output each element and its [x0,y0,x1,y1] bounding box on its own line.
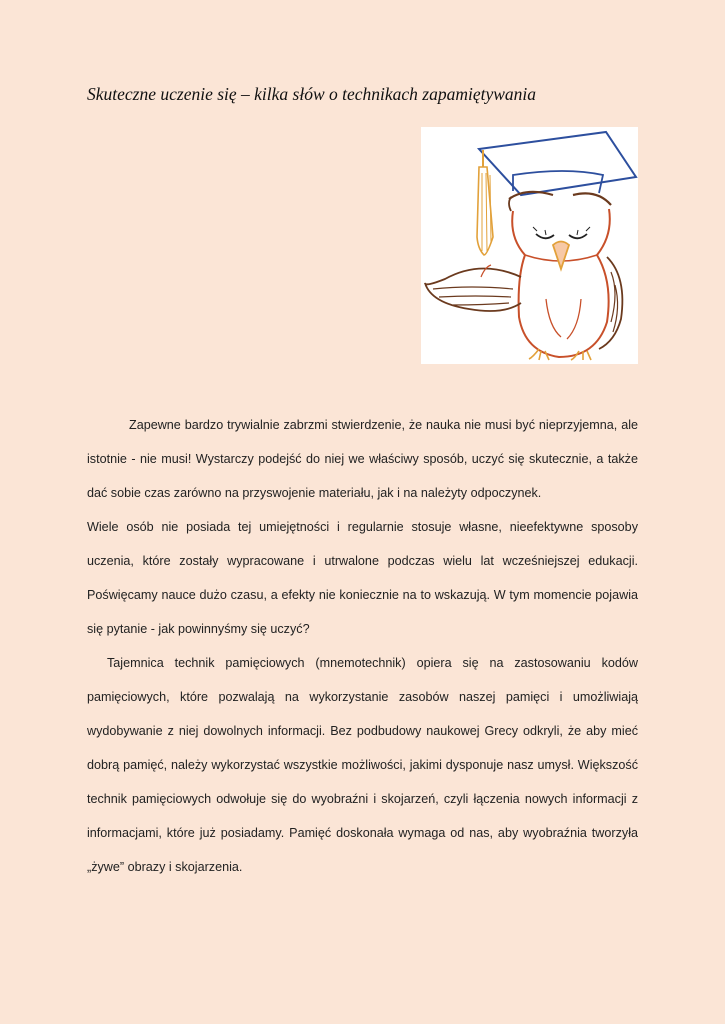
paragraph-intro: Zapewne bardzo trywialnie zabrzmi stwierdzenie, że nauka nie musi być nieprzyjemna, ale istotnie - nie musi! Wystarczy podejść do niej we właściwy sposób, uczyć się skutecznie, a także dać sobie czas zarówno na przyswojenie materiału, jak i na należyty odpoczynek. [87,418,638,500]
owl-graduate-icon [421,127,638,364]
document-title: Skuteczne uczenie się – kilka słów o technikach zapamiętywania [87,84,537,104]
document-body [87,408,638,884]
paragraph-problem: Wiele osób nie posiada tej umiejętności i regularnie stosuje własne, nieefektywne sposoby uczenia, które zostały wypracowane i utrwalone podczas wielu lat wcześniejszej edukacji. Poświęcamy nauce dużo czasu, a efekty nie koniecznie na to wskazują. W tym momencie pojawia się pytanie - jak powinnyśmy się uczyć? [87,520,638,636]
paragraph-mnemonics: Tajemnica technik pamięciowych (mnemotechnik) opiera się na zastosowaniu kodów pamięciowych, które pozwalają na wykorzystanie zasobów naszej pamięci i umożliwiają wydobywanie z niej dowolnych informacji. Bez podbudowy naukowej Grecy odkryli, że aby mieć dobrą pamięć, należy wykorzystać wszystkie możliwości, jakimi dysponuje nasz umysł. Większość technik pamięciowych odwołuje się do wyobraźni i skojarzeń, czyli łączenia nowych informacji z informacjami, które już posiadamy. Pamięć doskonała wymaga od nas, aby wyobraźnia tworzyła „żywe” obrazy i skojarzenia. [87,656,638,874]
